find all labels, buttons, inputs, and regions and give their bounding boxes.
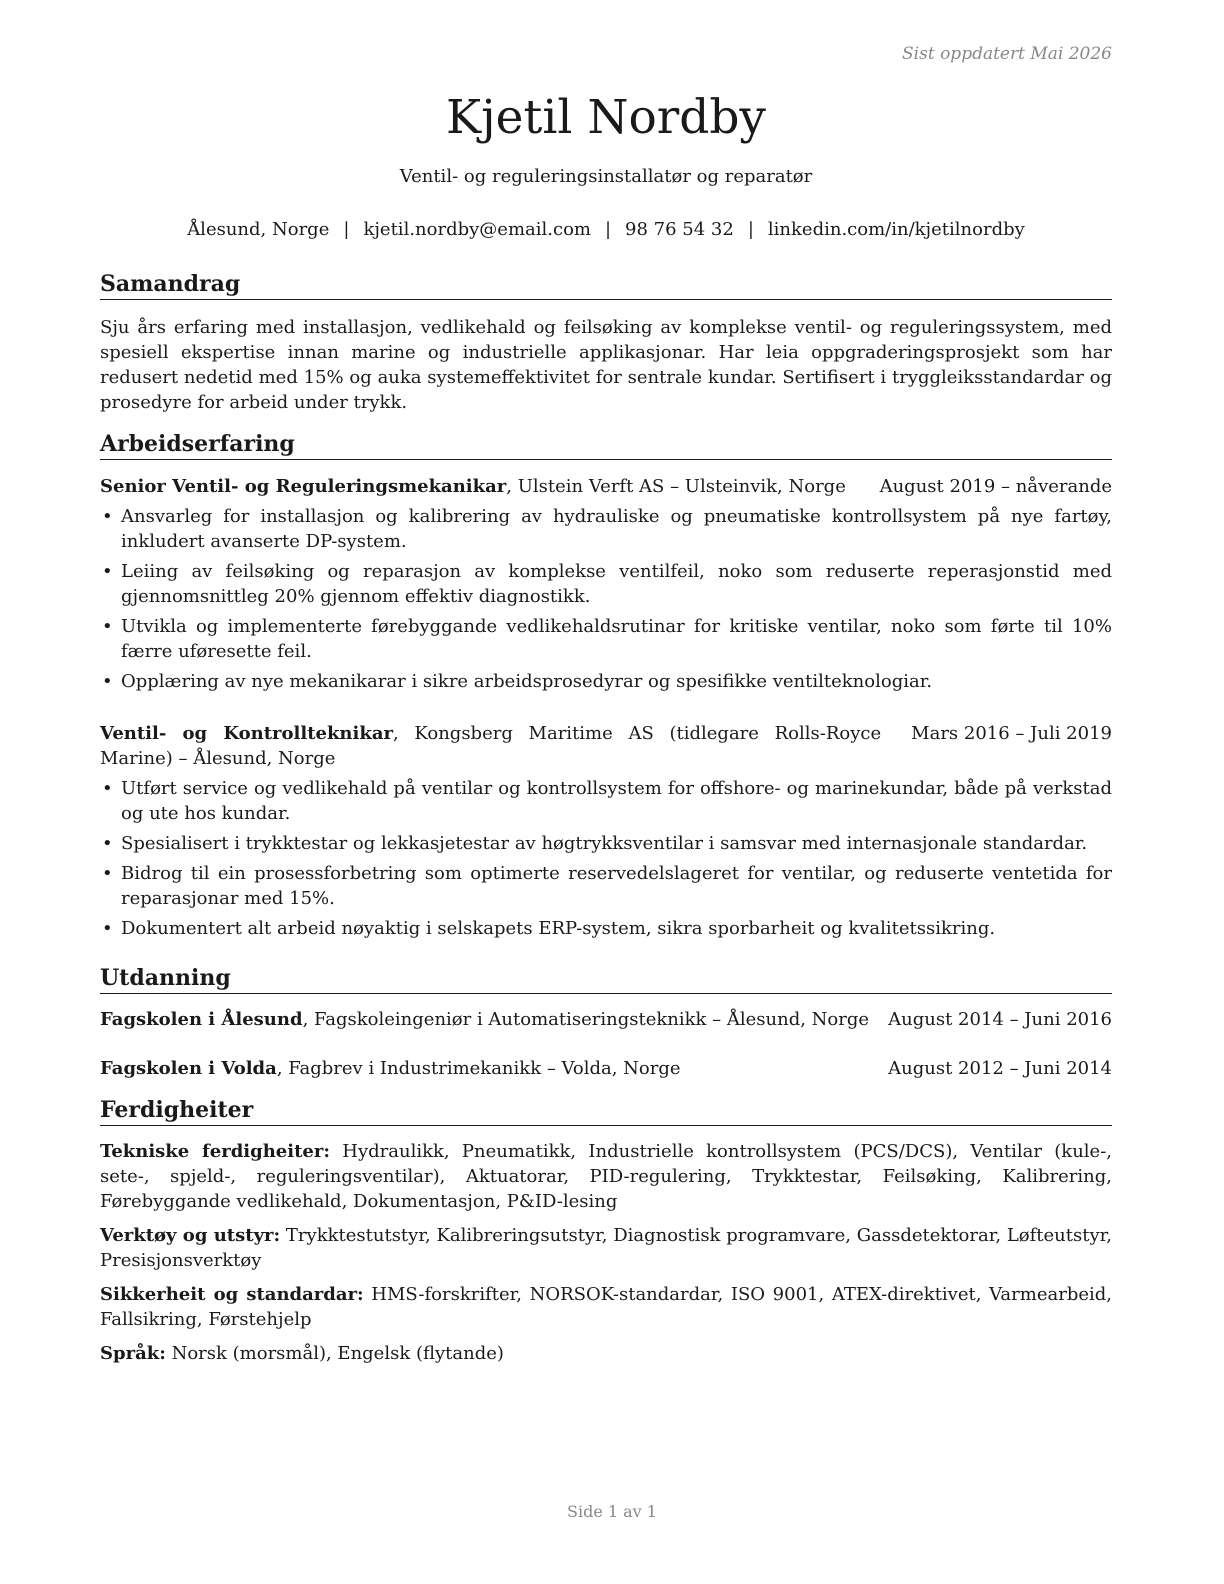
job-dates: Mars 2016 – Juli 2019 (911, 723, 1112, 744)
list-item: • Dokumentert alt arbeid nøyaktig i selskapets ERP-system, sikra sporbarheit og kvalitetssikring. (100, 916, 1112, 941)
skill-group-tools (100, 1223, 1112, 1273)
skill-group-languages (100, 1341, 1112, 1366)
job-employer: , Ulstein Verft AS – Ulsteinvik, Norge (506, 476, 846, 497)
list-item: • Leiing av feilsøking og reparasjon av komplekse ventilfeil, noko som reduserte reperasjonstid med gjennomsnittleg 20% gjennom effektiv diagnostikk. (100, 559, 1112, 609)
skill-label: Tekniske ferdigheiter: (100, 1141, 330, 1162)
section-heading-summary: Samandrag (100, 270, 1112, 300)
contact-separator: | (604, 219, 612, 240)
school-name: Fagskolen i Volda (100, 1058, 277, 1079)
education-detail: , Fagskoleingeniør i Automatiseringsteknikk – Ålesund, Norge (302, 1009, 870, 1030)
education-item (100, 1007, 1112, 1032)
skill-label: Språk: (100, 1343, 166, 1364)
summary-text: Sju års erfaring med installasjon, vedlikehald og feilsøking av komplekse ventil- og reguleringssystem, med spesiell ekspertise innan marine og industrielle applikasjonar. Har leia oppgraderingsprosjekt som har redusert nedetid med 15% og auka systemeffektivitet for sentrale kundar. Sertifisert i tryggleiksstandardar og prosedyre for arbeid under trykk. (100, 317, 1112, 413)
page-number: Side 1 av 1 (567, 1502, 657, 1521)
education-item (100, 1056, 1112, 1081)
skill-group-safety (100, 1282, 1112, 1332)
job-role: Ventil- og Kontrollteknikar (100, 723, 393, 744)
contact-phone: 98 76 54 32 (625, 219, 734, 240)
job-header (100, 721, 1112, 771)
job-dates: August 2019 – nåverande (879, 476, 1112, 497)
job-bullet-list (100, 504, 1112, 699)
education-dates: August 2014 – Juni 2016 (888, 1009, 1112, 1030)
job-role: Senior Ventil- og Reguleringsmekanikar (100, 476, 507, 497)
skill-group-technical (100, 1139, 1112, 1214)
section-heading-skills: Ferdigheiter (100, 1096, 1112, 1126)
skill-text: Norsk (morsmål), Engelsk (flytande) (165, 1343, 504, 1364)
skill-text: HMS-forskrifter, NORSOK-standardar, ISO 9001, ATEX-direktivet, Varmearbeid, Fallsikring, Førstehjelp (100, 1284, 1112, 1330)
section-heading-education: Utdanning (100, 964, 1112, 994)
list-item: • Spesialisert i trykktestar og lekkasjetestar av høgtrykksventilar i samsvar med internasjonale standardar. (100, 831, 1112, 856)
section-heading-experience: Arbeidserfaring (100, 430, 1112, 460)
list-item: • Opplæring av nye mekanikarar i sikre arbeidsprosedyrar og spesifikke ventilteknologiar. (100, 669, 1112, 694)
contact-linkedin[interactable]: linkedin.com/in/kjetilnordby (767, 219, 1025, 240)
contact-separator: | (747, 219, 754, 240)
skill-label: Sikkerheit og standardar: (100, 1284, 364, 1305)
contact-line (100, 219, 1112, 240)
job-title: Ventil- og reguleringsinstallatør og reparatør (399, 166, 813, 187)
candidate-name: Kjetil Nordby (445, 90, 766, 145)
job-employer: , Kongsberg Maritime AS (tidlegare Rolls-Royce Marine) – Ålesund, Norge (100, 723, 882, 769)
contact-location: Ålesund, Norge (187, 219, 330, 240)
list-item: • Utvikla og implementerte førebyggande vedlikehaldsrutinar for kritiske ventilar, noko som førte til 10% færre uføresette feil. (100, 614, 1112, 664)
list-item: • Ansvarleg for installasjon og kalibrering av hydrauliske og pneumatiske kontrollsystem på nye fartøy, inkludert avanserte DP-system. (100, 504, 1112, 554)
skill-text: Trykktestutstyr, Kalibreringsutstyr, Diagnostisk programvare, Gassdetektorar, Løfteutstyr, Presisjonsverktøy (100, 1225, 1112, 1271)
skill-label: Verktøy og utstyr: (100, 1225, 281, 1246)
education-dates: August 2012 – Juni 2014 (888, 1058, 1112, 1079)
contact-separator: | (343, 219, 350, 240)
job-header (100, 474, 1112, 499)
education-detail: , Fagbrev i Industrimekanikk – Volda, Norge (276, 1058, 681, 1079)
contact-email[interactable]: kjetil.nordby@email.com (363, 219, 591, 240)
list-item: • Utført service og vedlikehald på ventilar og kontrollsystem for offshore- og marinekundar, både på verkstad og ute hos kundar. (100, 776, 1112, 826)
school-name: Fagskolen i Ålesund (100, 1009, 303, 1030)
skill-text: Hydraulikk, Pneumatikk, Industrielle kontrollsystem (PCS/DCS), Ventilar (kule-, sete-, spjeld-, reguleringsventilar), Aktuatorar, PID-regulering, Trykktestar, Feilsøking, Kalibrering, Førebyggande vedlikehald, Dokumentasjon, P&ID-lesing (100, 1141, 1112, 1212)
last-updated-note: Sist oppdatert Mai 2026 (902, 44, 1112, 64)
list-item: • Bidrog til ein prosessforbetring som optimerte reservedelslageret for ventilar, og reduserte ventetida for reparasjonar med 15%. (100, 861, 1112, 911)
job-bullet-list (100, 776, 1112, 946)
